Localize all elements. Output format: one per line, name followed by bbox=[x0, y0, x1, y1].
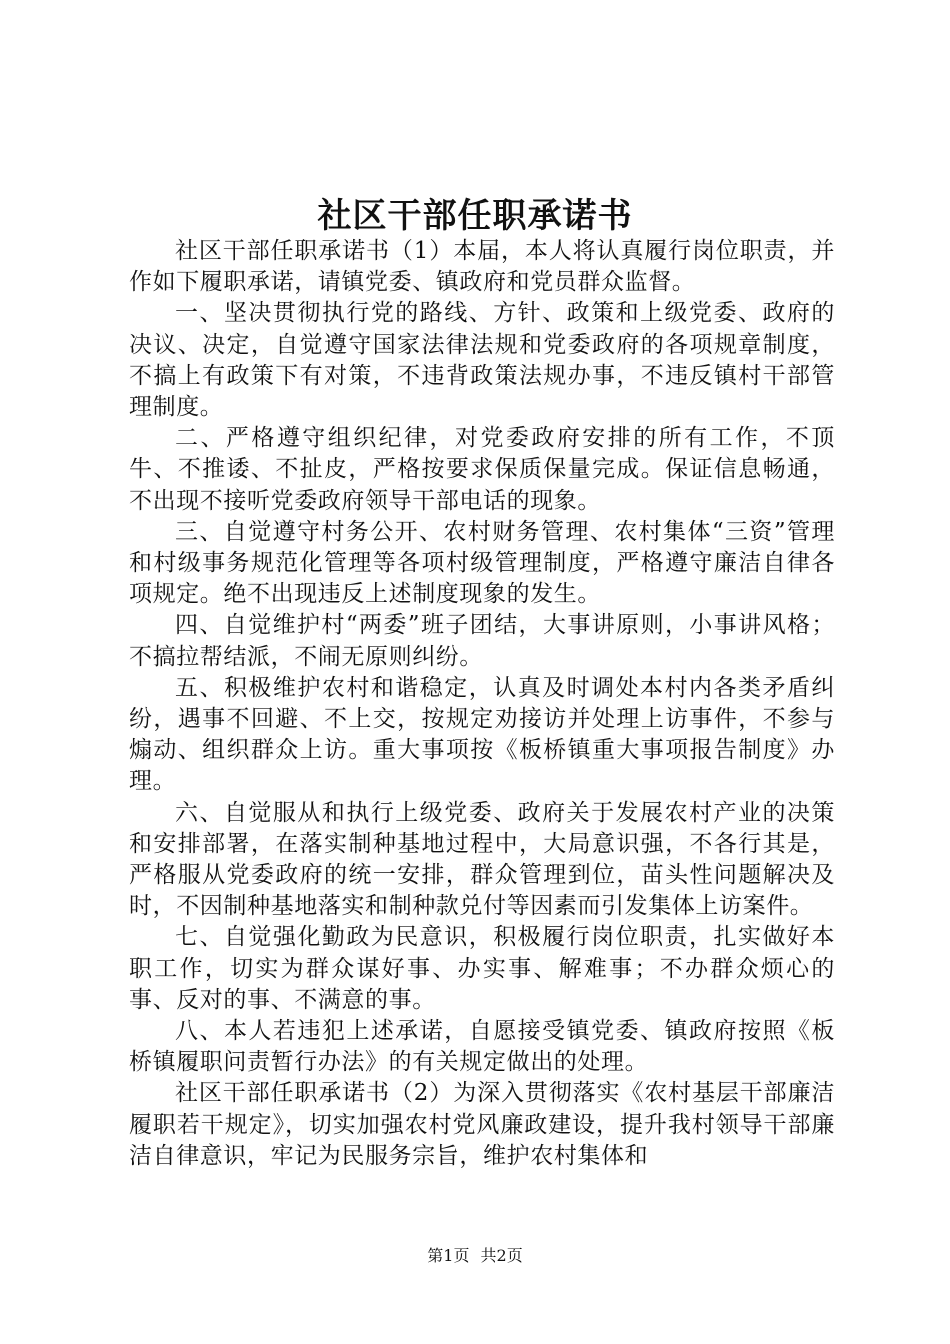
paragraph-item-5: 五、积极维护农村和谐稳定，认真及时调处本村内各类矛盾纠纷，遇事不回避、不上交，按规定劝接访并处理上访事件，不参与煽动、组织群众上访。重大事项按《板桥镇重大事项报告制度》办理。 bbox=[129, 674, 835, 795]
page-footer bbox=[0, 1243, 950, 1266]
paragraph-item-4: 四、自觉维护村“两委”班子团结，大事讲原则，小事讲风格；不搞拉帮结派，不闹无原则纠纷。 bbox=[129, 612, 835, 670]
page-number-current: 第1页 bbox=[427, 1246, 470, 1265]
paragraph-item-3: 三、自觉遵守村务公开、农村财务管理、农村集体“三资”管理和村级事务规范化管理等各项村级管理制度，严格遵守廉洁自律各项规定。绝不出现违反上述制度现象的发生。 bbox=[129, 518, 835, 608]
paragraph-intro-2: 社区干部任职承诺书（2）为深入贯彻落实《农村基层干部廉洁履职若干规定》，切实加强农村党风廉政建设，提升我村领导干部廉洁自律意识，牢记为民服务宗旨，维护农村集体和 bbox=[129, 1080, 835, 1169]
paragraph-item-2: 二、严格遵守组织纪律，对党委政府安排的所有工作，不顶牛、不推诿、不扯皮，严格按要求保质保量完成。保证信息畅通，不出现不接听党委政府领导干部电话的现象。 bbox=[129, 425, 835, 514]
paragraph-intro-1: 社区干部任职承诺书（1）本届，本人将认真履行岗位职责，并作如下履职承诺，请镇党委、镇政府和党员群众监督。 bbox=[129, 238, 835, 296]
document-body bbox=[129, 236, 835, 1172]
paragraph-item-1: 一、坚决贯彻执行党的路线、方针、政策和上级党委、政府的决议、决定，自觉遵守国家法律法规和党委政府的各项规章制度，不搞上有政策下有对策，不违背政策法规办事，不违反镇村干部管理制度。 bbox=[129, 300, 835, 421]
paragraph-item-8: 八、本人若违犯上述承诺，自愿接受镇党委、镇政府按照《板桥镇履职问责暂行办法》的有关规定做出的处理。 bbox=[129, 1018, 835, 1076]
paragraph-item-6: 六、自觉服从和执行上级党委、政府关于发展农村产业的决策和安排部署，在落实制种基地过程中，大局意识强，不各行其是，严格服从党委政府的统一安排，群众管理到位，苗头性问题解决及时，不因制种基地落实和制种款兑付等因素而引发集体上访案件。 bbox=[129, 799, 835, 920]
paragraph-item-7: 七、自觉强化勤政为民意识，积极履行岗位职责，扎实做好本职工作，切实为群众谋好事、办实事、解难事；不办群众烦心的事、反对的事、不满意的事。 bbox=[129, 924, 835, 1013]
page-number-total: 共2页 bbox=[480, 1246, 523, 1265]
document-title: 社区干部任职承诺书 bbox=[317, 196, 633, 236]
